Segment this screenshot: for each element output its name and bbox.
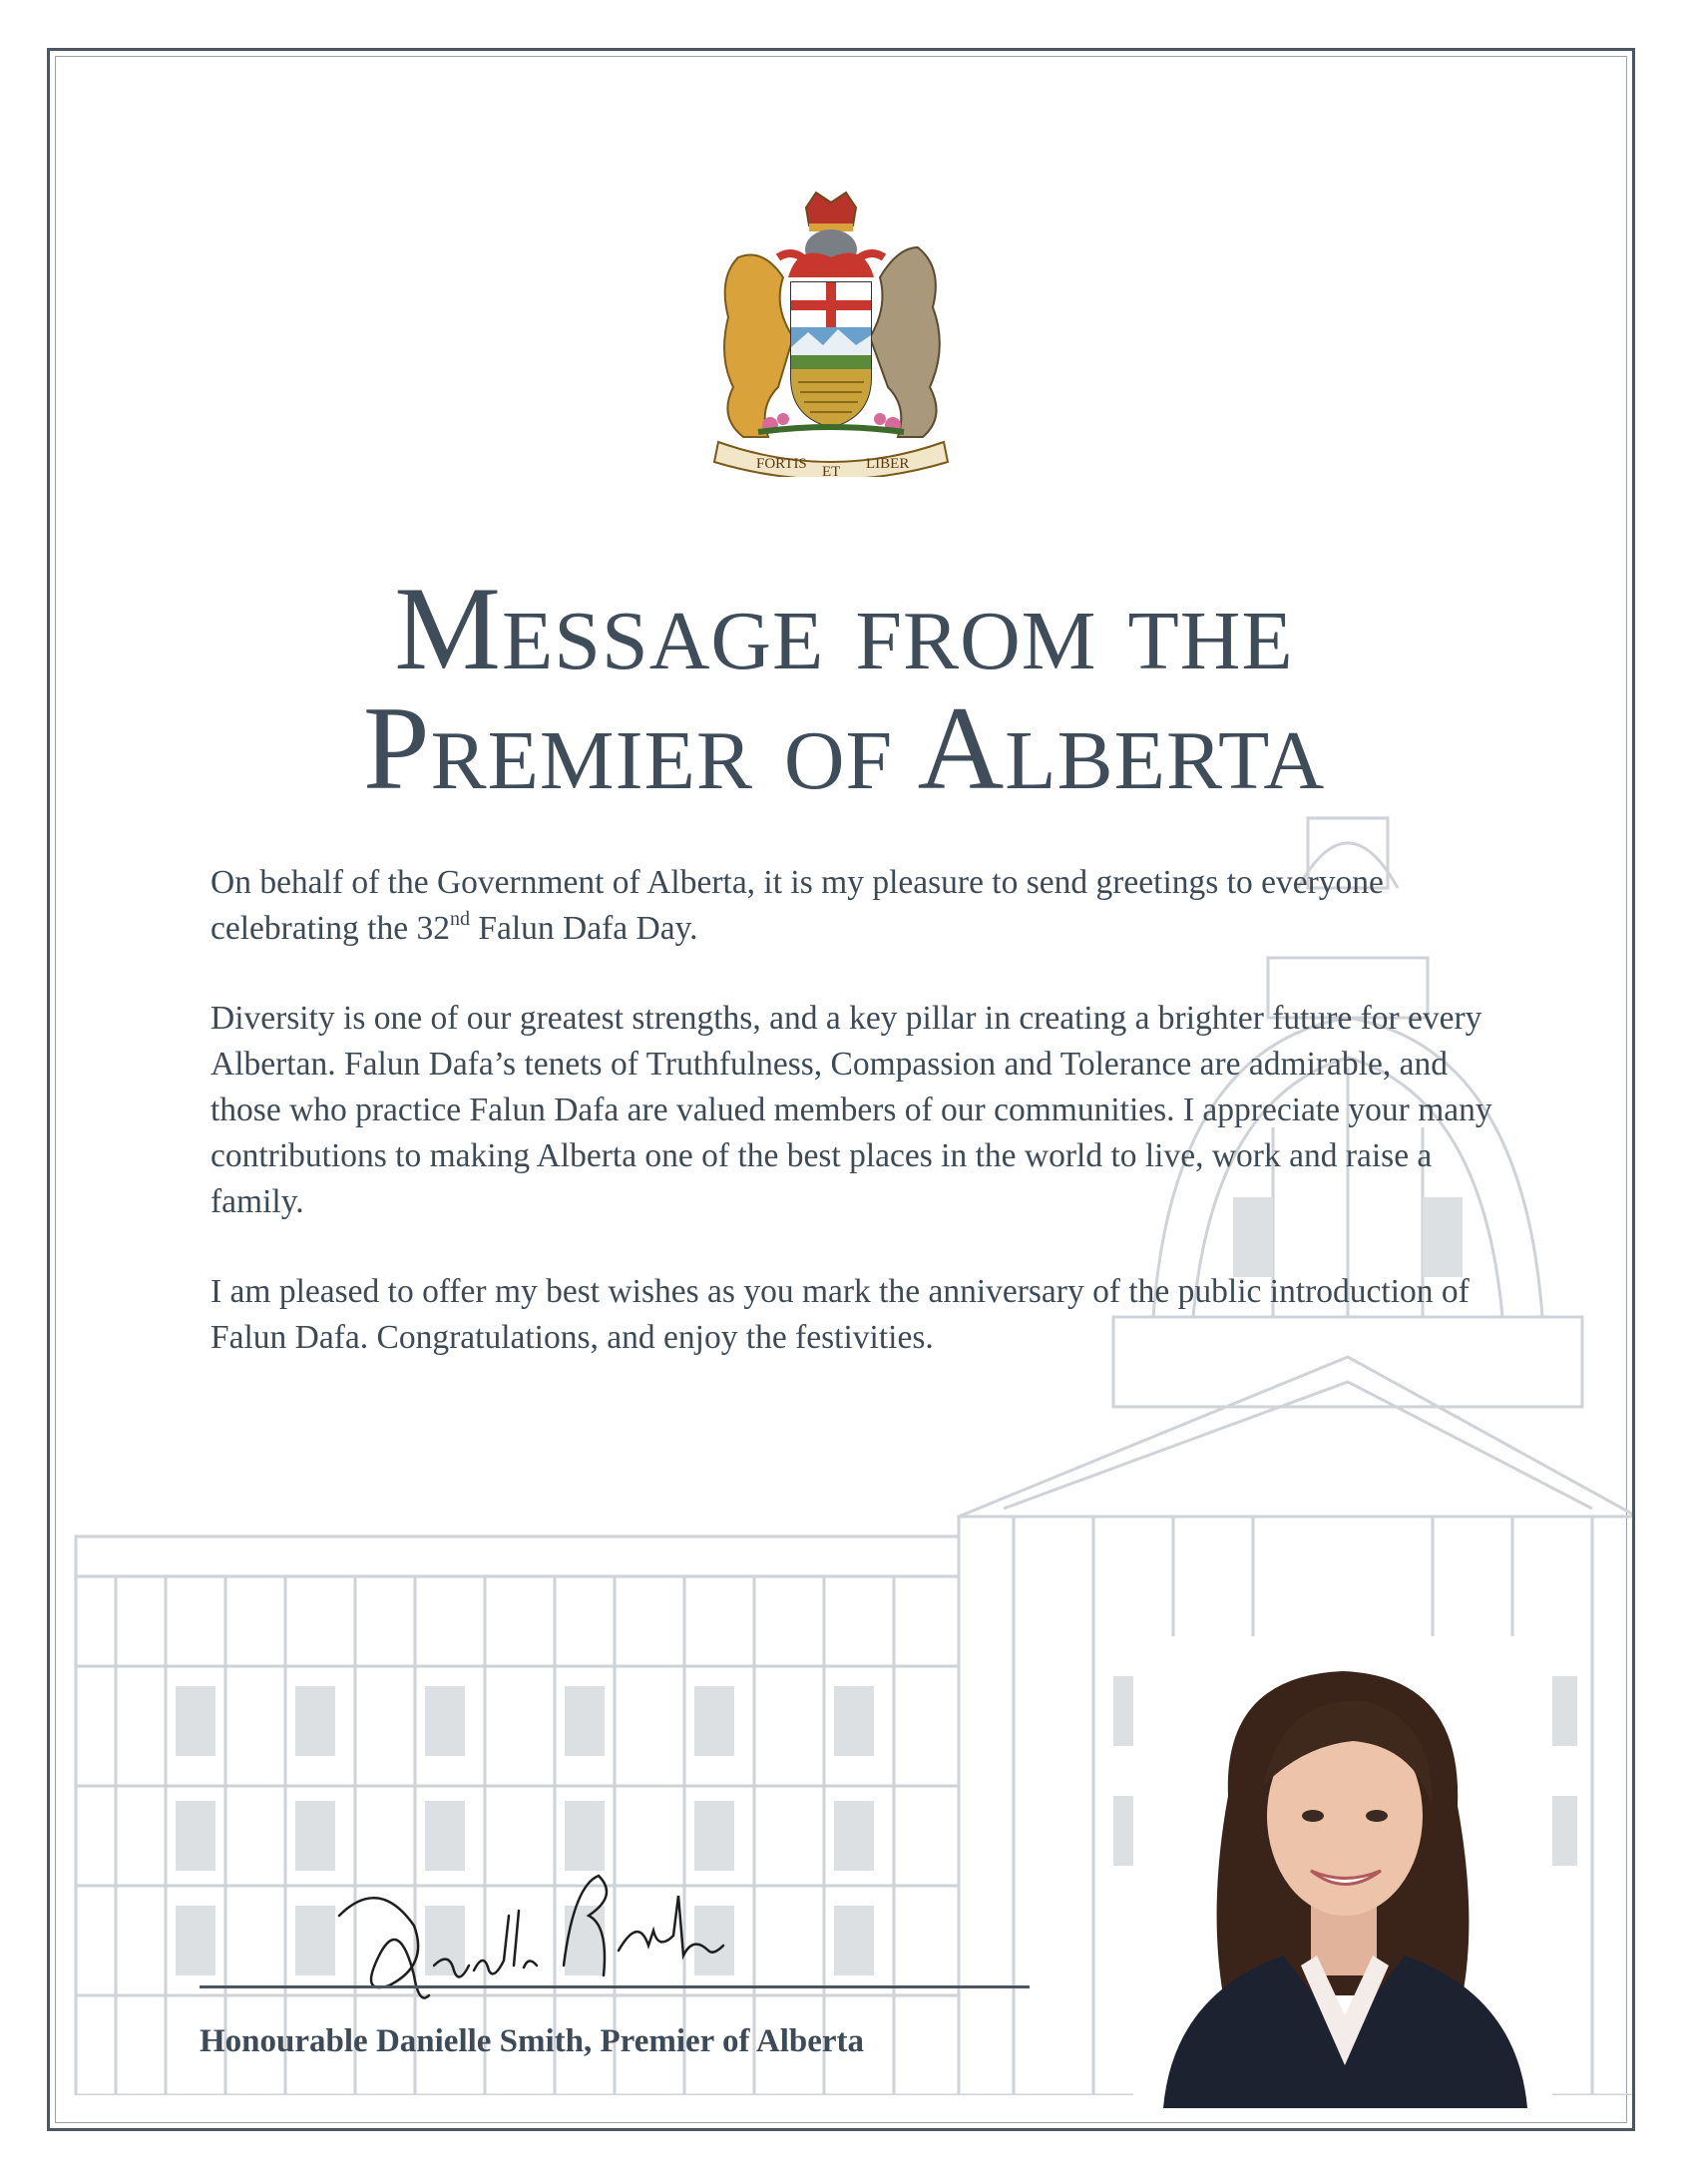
crest-motto-middle: ET <box>822 464 841 477</box>
paragraph-3: I am pleased to offer my best wishes as you mark the anniversary of the public introduction of Falun Dafa. Congratulations, and enjoy the festivities. <box>211 1273 1470 1356</box>
page-title <box>0 562 1688 814</box>
paragraph-2: Diversity is one of our greatest strengths, and a key pillar in creating a brighter future for every Albertan. Falun Dafa’s tenets of Truthfulness, Compassion and Tolerance are admirable, and those who practice Falun Dafa are valued members of our communities. I appreciate your many contributions to making Alberta one of the best places in the world to live, work and raise a family. <box>211 1000 1492 1220</box>
crest-motto-left: FORTIS <box>756 456 807 472</box>
title-line-2: Premier of Alberta <box>362 681 1326 814</box>
handwritten-signature <box>319 1856 778 2025</box>
signature-caption: Honourable Danielle Smith, Premier of Alberta <box>200 2023 865 2059</box>
premier-portrait <box>1133 1636 1552 2108</box>
paragraph-1: On behalf of the Government of Alberta, it is my pleasure to send greetings to everyone celebrating the 32nd Falun Dafa Day. <box>211 864 1384 947</box>
signature-line <box>200 1985 1030 1988</box>
message-body <box>211 860 1507 1405</box>
alberta-coat-of-arms <box>698 188 964 477</box>
title-line-1: Message from the <box>394 562 1294 694</box>
crest-motto-right: LIBER <box>866 456 910 472</box>
